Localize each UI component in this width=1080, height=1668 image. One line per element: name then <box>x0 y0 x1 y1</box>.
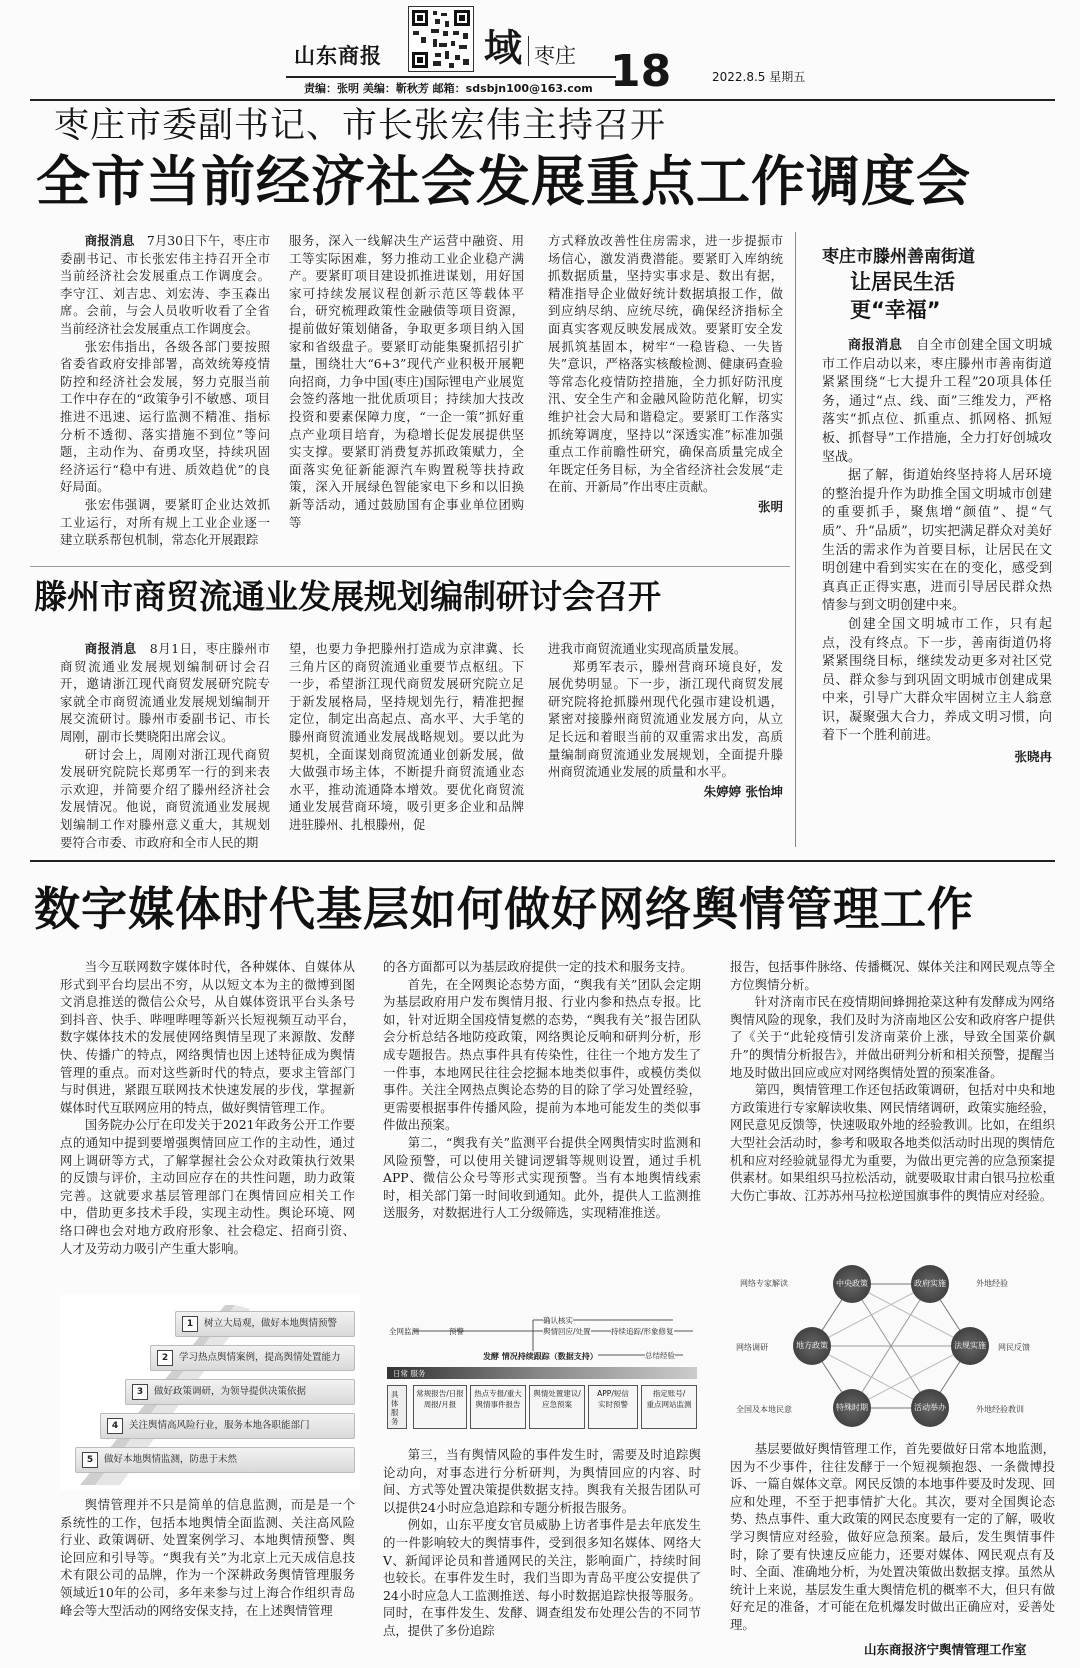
flow-box-accounts: 指定账号/ 重点网站监测 <box>641 1385 697 1429</box>
steps-figure <box>60 1295 360 1490</box>
feature-col-1-top: 当今互联网数字媒体时代，各种媒体、自媒体从形式到平台均层出不穷，从以短文本为主的微博到图文消息推送的微信公众号，从自媒体资讯平台头条号到抖音、快手、哔哩哔哩等新兴长短视频互动平台，数字媒体技术的发展使网络舆情呈现了来源散、发酵快、传播广的特点，网络舆情也因上述特征成为舆情管理的重点。而对这些新时代的特点，要求主管部门与时俱进，紧跟互联网技术快速发展的步伐，掌握新媒体时代互联网应用的特点，做好舆情管理工作。 国务院办公厅在印发关于2021年政务公开工作要点的通知中提到要增强舆情回应工作的主动性，通过网上调研等方式，了解掌握社会公众对政策执行效果的反馈与评价，主动回应存在的共性问题，助力政策完善。这就要求基层管理部门在舆情回应相关工作中，借助更多技术手段，实现主动性。舆论环境、网络口碑也会对地方政府形象、社会稳定、招商引资、人才及劳动力吸引产生重大影响。 <box>60 959 355 1256</box>
top-rule <box>30 99 1055 101</box>
step-2: 2 学习热点舆情案例，提高舆情处置能力 <box>150 1345 355 1371</box>
feature-byline: 山东商报济宁舆情管理工作室 <box>860 1640 1027 1658</box>
paper-name: 山东商报 <box>294 44 382 68</box>
flow-services-label: 具体服务 <box>387 1385 407 1429</box>
side-divider <box>795 232 796 847</box>
feature-headline: 数字媒体时代基层如何做好网络舆情管理工作 <box>34 882 974 936</box>
flow-node-verify: 确认核实 <box>543 1316 573 1325</box>
feature-col-2-bottom: 第三，当有舆情风险的事件发生时，需要及时追踪舆论动向，对事态进行分析研判，为舆情回应的内容、时间、方式等处置决策提供数据支持。舆我有关报告团队可以提供24小时应急追踪和专题分析报告服务。 例如，山东平度女官员威胁上访者事件是去年底发生的一件影响较大的舆情事件，受到很多知名媒体、网络大V、新闻评论员和普通网民的关注，影响面广，持续时间也较长。在事件发生时，我们当即为青岛平度公安提供了24小时应急人工监测推送、每小时数据追踪快报等服务。同时，在事件发生、发酵、调查组发布处理公告的不同节点，提供了多份追踪 <box>383 1447 701 1638</box>
lead-headline: 全市当前经济社会发展重点工作调度会 <box>36 150 971 213</box>
flow-node-warning: 预警 <box>449 1327 464 1336</box>
feature-col-3-top: 报告，包括事件脉络、传播概况、媒体关注和网民观点等全方位舆情分析。 针对济南市民在疫情期间蜂拥抢菜这种有发酵成为网络舆情风险的现象，我们及时为济南地区公安和政府客户提供了《关于“此轮疫情引发济南菜价上涨，导致全国菜价飙升”的舆情分析报告》，并做出研判分析和相关预警，提醒当地及时做出回应或应对网络舆情处置的预案准备。 第四，舆情管理工作还包括政策调研，包括对中央和地方政策进行专家解读收集、网民情绪调研，政策实施经验，网民意见反馈等，快速吸取外地的经验教训。比如，在组织大型社会活动时，参考和吸取各地类似活动时出现的舆情危机和应对经验就显得尤为重要，为做出更完善的应急预案提供素材。如果组织马拉松活动，就要吸取甘肃白银马拉松重大伤亡事故、江苏苏州马拉松逆国旗事件的舆情应对经验。 <box>730 959 1055 1203</box>
flow-box-alerts: APP/短信 实时预警 <box>588 1385 638 1429</box>
ring-label-feedback: 网民反馈 <box>998 1343 1030 1352</box>
ring-figure <box>730 1258 1055 1433</box>
lead-kicker: 枣庄市委副书记、市长张宏伟主持召开 <box>54 106 667 146</box>
lead-col-2: 服务，深入一线解决生产运营中融资、用工等实际困难，努力推动工业企业稳产满产。要紧盯项目建设抓推进谋划，用好国家可持续发展议程创新示范区等载体平台，研究梳理政策性金融债等项目资源，提前做好策划储备，争取更多项目纳入国家和省级盘子。要紧盯动能集聚抓招引扩量，围绕壮大“6+3”现代产业积极开展靶向招商，力争中国(枣庄)国际锂电产业展览会签约落地一批优质项目；持续加大技改投资和要素保障力度，“一企一策”抓好重点产业项目培育，为稳增长促发展提供坚实支撑。要紧盯消费复苏抓政策赋力，全面落实免征新能源汽车购置税等扶持政策，深入开展绿色智能家电下乡和以旧换新等活动，通过鼓励国有企事业单位团购等 <box>289 233 524 530</box>
side-title-2: 让居民生活 <box>850 270 955 294</box>
flow-node-summary: 总结经验 <box>645 1351 675 1360</box>
second-col-3: 进我市商贸流通业实现高质量发展。 郑勇军表示，滕州营商环境良好，发展优势明显。下一步，浙江现代商贸发展研究院将抢抓滕州现代化强市建设机遇，紧密对接滕州商贸流通业发展方向，从立足长远和着眼当前的双重需求出发，高质量编制商贸流通业发展规划，全面提升滕州商贸流通业发展的质量和水平。 朱婷婷 张怡坤 <box>548 641 783 799</box>
flow-node-respond: 舆情回应/处置 <box>543 1327 591 1336</box>
qr-code <box>408 6 474 72</box>
feature-col-3-bottom: 基层要做好舆情管理工作，首先要做好日常本地监测，因为不少事件，往往发酵于一个短视频抱怨、一条微博投诉、一篇自媒体文章。网民反馈的本地事件要及时发现、回应和处理，不至于把事情扩大化。其次，要对全国舆论态势、热点事件、重大政策的网民态度要有一定的了解，吸收学习舆情应对经验，做好应急预案。最后，发生舆情事件时，除了要有快速反应能力，还要对媒体、网民观点有及时、全面、准确地分析，为处置决策做出数据支撑。虽然从统计上来说，基层发生重大舆情危机的概率不大，但只有做好充足的准备，才可能在危机爆发时做出正确应对，妥善处理。 <box>730 1441 1055 1632</box>
ring-node-central: 中央政策 <box>833 1265 871 1303</box>
flow-node-track: 持续追踪/形象修复 <box>611 1327 674 1336</box>
ring-node-law: 法规实施 <box>951 1327 989 1365</box>
ring-node-gov: 政府实施 <box>911 1265 949 1303</box>
step-5: 5 做好本地舆情监测，防患于未然 <box>75 1447 355 1473</box>
second-col-1: 商报消息 8月1日，枣庄滕州市商贸流通业发展规划编制研讨会召开，邀请浙江现代商贸发展研究院专家就全市商贸流通业发展规划编制开展交流研讨。滕州市委副书记、市长周刚，副市长樊晓阳出席会议。 研讨会上，周刚对浙江现代商贸发展研究院院长郑勇军一行的到来表示欢迎，并简要介绍了滕州经济社会发展情况。他说，商贸流通业发展规划编制工作对滕州意义重大，其规划要符合市委、市政府和全市人民的期 <box>60 641 270 850</box>
masthead-rule <box>286 76 616 78</box>
lead-col-1: 商报消息 7月30日下午，枣庄市委副书记、市长张宏伟主持召开全市当前经济社会发展重点工作调度会。李守江、刘吉忠、刘宏涛、李玉森出席。会前，与会人员收听收看了全省当前经济社会发展重点工作调度会。 张宏伟指出，各级各部门要按照省委省政府安排部署，高效统筹疫情防控和经济社会发展，努力克服当前工作中存在的“政策争引不敏感、项目推进不迅速、运行监测不精准、指标分析不透彻、落实措施不到位”等问题，主动作为、奋勇攻坚，持续巩固经济运行“稳中有进、质效趋优”的良好局面。 张宏伟强调，要紧盯企业达效抓工业运行，对所有规上工业企业逐一建立联系帮包机制，常态化开展跟踪 <box>60 233 270 548</box>
side-title-1: 枣庄市滕州善南街道 <box>822 247 975 267</box>
ring-node-event: 活动举办 <box>911 1389 949 1427</box>
flow-figure <box>383 1315 701 1435</box>
ring-node-special: 特殊时期 <box>833 1389 871 1427</box>
flow-box-reports: 常规报告/日报 周报/月报 <box>413 1385 467 1429</box>
ring-label-survey: 网络调研 <box>736 1343 768 1352</box>
section-city: 枣庄 <box>534 44 576 68</box>
ring-label-lessons: 外地经验教训 <box>976 1405 1024 1414</box>
flow-box-advice: 舆情处置建议/ 应急预案 <box>529 1385 585 1429</box>
second-byline: 朱婷婷 张怡坤 <box>703 783 783 799</box>
feature-col-2-top: 的各方面都可以为基层政府提供一定的技术和服务支持。 首先，在全网舆论态势方面，“舆我有关”团队会定期为基层政府用户发布舆情月报、行业内参和热点专报。比如，针对近期全国疫情复燃的态势，“舆我有关”报告团队会分析总结各地防疫政策，网络舆论反响和研判分析，形成专题报告。热点事件具有传染性，往往一个地方发生了一件事，本地网民往往会挖掘本地类似事件，或模仿类似事件。关注全网热点舆论态势的目的除了学习处置经验，更需要根据事件传播风险，提前为本地可能发生的类似事件做出预案。 第二，“舆我有关”监测平台提供全网舆情实时监测和风险预警，可以使用关键词逻辑等规则设置，通过手机APP、微信公众号等形式实现预警。当有本地舆情线索时，相关部门第一时间收到通知。此外，提供人工监测推送服务，对数据进行人工分级筛选，实现精准推送。 <box>383 959 701 1221</box>
second-col-2: 望，也要力争把滕州打造成为京津冀、长三角片区的商贸流通业重要节点枢纽。下一步，希望浙江现代商贸发展研究院立足于新发展格局，坚持规划先行，精准把握定位，制定出高起点、高水平、大手笔的滕州商贸流通业发展战略规划。要以此为契机，全面谋划商贸流通业创新发展，做大做强市场主体，不断提升商贸流通业态水平，推动流通降本增效。要优化商贸流通业发展营商环境，吸引更多企业和品牌进驻滕州、扎根滕州，促 <box>289 641 524 832</box>
step-1: 1 树立大局观，做好本地舆情预警 <box>175 1311 355 1337</box>
feature-rule <box>30 860 1055 862</box>
section-char: 域 <box>484 26 523 70</box>
issue-date: 2022.8.5 星期五 <box>712 70 806 84</box>
second-headline: 滕州市商贸流通业发展规划编制研讨会召开 <box>34 577 661 616</box>
page-number: 18 <box>610 46 672 97</box>
flow-service-bar: 日常 服务 <box>387 1367 697 1379</box>
flow-center-label: 发酵 情况持续跟踪（数据支持） <box>483 1352 598 1361</box>
ring-node-local: 地方政策 <box>793 1327 831 1365</box>
step-4: 4 关注舆情高风险行业，服务本地各职能部门 <box>100 1413 355 1439</box>
side-title-3: 更“幸福” <box>850 298 941 322</box>
ring-label-experts: 网络专家解读 <box>740 1279 788 1288</box>
ring-label-opinion: 全国及本地民意 <box>736 1405 792 1414</box>
flow-box-hot: 热点专报/重大 舆情事件报告 <box>470 1385 526 1429</box>
side-body: 商报消息 自全市创建全国文明城市工作启动以来，枣庄滕州市善南街道紧紧围绕“七大提升工程”20项具体任务，通过“点、线、面”三维发力，严格落实“抓点位、抓重点、抓网格、抓短板、抓督导”工作措施，全力打好创城攻坚战。 据了解，街道始终坚持将人居环境的整治提升作为助推全国文明城市创建的重要抓手，聚焦增“颜值”、提“气质”、升“品质”，切实把满足群众对美好生活的需求作为首要目标，让居民在文明创建中看到实实在在的变化，感受到真真正正得实惠，进而引导居民群众热情参与到文明创建中来。 创建全国文明城市工作，只有起点，没有终点。下一步，善南街道仍将紧紧围绕目标，继续发动更多对社区党员、群众参与到巩固文明城市创建成果中来，引导广大群众牢固树立主人翁意识，凝聚强大合力，养成文明习惯，向着下一个胜利前进。 张晓冉 <box>822 337 1052 843</box>
lead-col-3: 方式释放改善性住房需求，进一步提振市场信心，激发消费潜能。要紧盯入库纳统抓数据质量，坚持实事求是、数出有据，精准指导企业做好统计数据填报工作，做到应纳尽纳、应统尽统，确保经济指标全面真实客观反映发展成效。要紧盯安全发展抓筑基固本，树牢“一稳皆稳、一失皆失”意识，严格落实核酸检测、健康码查验等常态化疫情防控措施，全力抓好防汛度汛、安全生产和金融风险防范化解，切实维护社会大局和谐稳定。要紧盯工作落实抓统筹调度，坚持以“深透实准”标准加强重点工作前瞻性研究，确保高质量完成全年既定任务目标，为全省经济社会发展“走在前、开新局”作出枣庄贡献。 张明 <box>548 233 783 514</box>
step-3: 3 做好政策调研，为领导提供决策依据 <box>125 1379 355 1405</box>
ring-label-external: 外地经验 <box>976 1279 1008 1288</box>
flow-node-monitor: 全网监测 <box>389 1327 419 1336</box>
second-rule <box>30 566 790 567</box>
editors-line: 责编：张明 美编：靳秋芳 邮箱：sdsbjn100@163.com <box>304 82 593 95</box>
feature-col-1-bottom: 舆情管理并不只是简单的信息监测，而是是一个系统性的工作，包括本地舆情全面监测、关注高风险行业、政策调研、处置案例学习、本地舆情预警、舆论回应和引导等。“舆我有关”为北京上元天成信息技术有限公司的品牌，作为一个深耕政务舆情管理服务领域近10年的公司，多年来参与过上海合作组织青岛峰会等大型活动的网络安保支持，在上述舆情管理 <box>60 1497 355 1618</box>
lead-byline: 张明 <box>757 498 783 514</box>
side-byline: 张晓冉 <box>1014 749 1052 765</box>
masthead-divider <box>528 36 529 66</box>
